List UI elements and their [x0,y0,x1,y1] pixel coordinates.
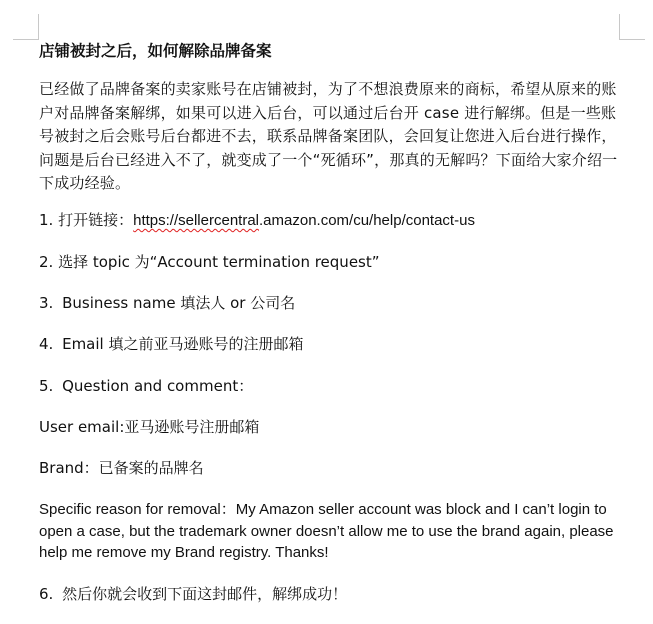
step-2 [39,251,380,273]
step-text: 然后你就会收到下面这封邮件，解绑成功！ [62,585,348,603]
step-number: 2. [39,253,54,271]
link-spellcheck-part: https://sellercentral [133,212,259,229]
step-text: Email 填之前亚马逊账号的注册邮箱 [62,335,304,353]
step-6 [39,583,347,605]
top-right-corner-mark-vertical [619,14,620,40]
step-5 [39,375,253,397]
document-title: 店铺被封之后，如何解除品牌备案 [39,42,272,60]
link-rest: .amazon.com/cu/help/contact-us [259,212,475,229]
step-text: Business name 填法人 or 公司名 [62,294,296,312]
user-email-line: User email:亚马逊账号注册邮箱 [39,418,260,436]
step-number: 3. [39,294,54,312]
brand-line: Brand：已备案的品牌名 [39,459,204,477]
step-number: 1. [39,211,54,229]
removal-reason-paragraph: Specific reason for removal：My Amazon seller account was block and I can’t login to open a case, but the trademark owner doesn’t allow me to use the brand again, please help me remove my Brand registry. Thanks! [39,501,614,561]
step-number: 5. [39,377,54,395]
step-4 [39,333,303,355]
intro-paragraph: 已经做了品牌备案的卖家账号在店铺被封，为了不想浪费原来的商标，希望从原来的账户对品牌备案解绑，如果可以进入后台，可以通过后台开 case 进行解绑。但是一些账号被封之后会账号后台都进不去，联系品牌备案团队，会回复让您进入后台进行操作，问题是后台已经进入不了，就变成了一个“死循环”，那真的无解吗？下面给大家介绍一下成功经验。 [39,80,618,192]
top-left-corner-mark-vertical [38,14,39,40]
contact-us-link[interactable] [133,212,475,229]
step-text: 选择 topic 为“Account termination request” [58,253,380,271]
step-number: 6. [39,585,54,603]
top-left-corner-mark-horizontal [13,39,39,40]
top-right-corner-mark-horizontal [619,39,645,40]
step-3 [39,292,295,314]
step-number: 4. [39,335,54,353]
step-1 [39,209,475,232]
step-text: Question and comment： [62,377,254,395]
step-label: 打开链接： [58,211,134,229]
